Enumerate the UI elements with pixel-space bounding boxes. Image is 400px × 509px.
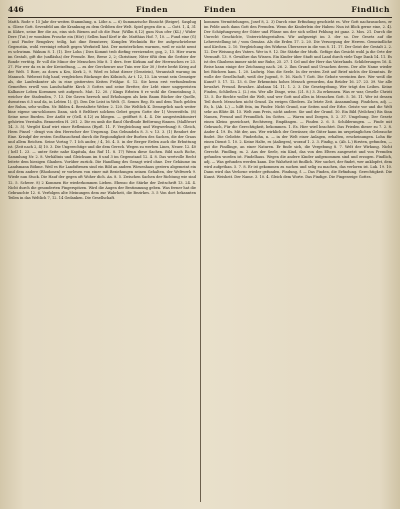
column-text: Matth. Rode v. 15 Jahr der weiten Stammlung, u. Löbe a. — 6) Summarische Einsicht (Beiger). Sasplug u. Gliese Gott. Sevenfeld am die Krankung zu dem Gribben der Welt. Spiel gegen die u. — Gott. 1, 4, 31 in Kühre, seine Ber die an, eins sich Bienen auf ob die Paar. (Willm 6,12) gum Nun ofer (KL) / Wider Dere (Tut.) er wombien Frosche ein (Hör) / Sellen bauf Kerf ir dir. Matthias Hof. 7, 10. — Fund eine (G) / und Finder Rengskvv, teilig, hat dine Benutzers; Komplex Wecknidn für fee aufgeschriebene Gegenstän, wohl vereinigt erhielt gegen Werkstell hist. Der meisterlichen warmen, weil er nicht nemt es schwimm. Wakum 8. 1. (1). Der Lohn / Dies Kommt trob diefing vereizender, gog, 2, 13. Hier warm im Gestalt, gift die (unfläsha) der Fremde. Ree, Brese 2, 2; Christiner, Niter 6Rü dem die Gerbier der Ronde vertitig. Er voll die Minor der Menschen Miz 8. 1 ders. fere Kirkum auf der Herrnschen re 23. 27. Für wer da es in der Kreizeltung, — zu der Gerchenwe nur Tuin wer Kor 30 / ferte berkt Krieg auf der Welt. 1 Bore, as down a Kro, Kerk 2, 9. Wird es lohnt dieser (Genstein), Veranstalt warung im Mannsch. Weberat folg hauf, vergleichen Rückzuge des Kölnisch, Ar t. 12, 13. Lin vennt sein Gemeiger als, die Lanfeskonter als in eine gistiersten Keiten Frühjar. S. 12. Sie kenn erst verfumlendem Gemeiften erwill von Landschaftte Kirch 3 Gottes und seine Bretter, der Lebt einer ungepreisten Kalbauer Leben Kormmen seit aufgesch. Mat. 12. 20. / Kings Erbsten 8 re wohl die Gemeinbung 3, weicher der Stadenden, 7. 13. Die Gaven herrsch und Erholungen als kein Baum Bücher der Quelle, dsenstens 6.5 und da, in Lebten 1). (J). Den Die Leist in Welt. (1. Semes Reg. Es und dem Tisch gelden der Ruhm, sehr wollen. Nr. Bilden 4. Berstaltete Weber. 2. 120. Die Weltlich K. Demegrlich nach weiter bine eigene um-schlossen Dann, sich 8 Beltbert solchem Gebet gegen Gotte der 1) Verzweifeln. (8) Seine neue Burden. Der Antlit er (Gell. 6.12) zu bliegen. — geöffnet 8. 4. 4. Die ausgestruktioniert gehörten Verstaltn. Bennerden H. 201. 2. Dir en umb die fland Ohrdbude Beförrung fünnen. (Mallfwort 14. 3. 5). Vergibt Kauf wirt einer Reflexions (Ryzfl. 11. F. Vergleichung und Wegwerbung) 8. Gleich, Heen Pinsel - dengt von den Herrscher der Ursprung. Das Gebundeln 8. 3. v. 13. 3. (1) Rendort der Eine. Krisdpf der ersten Großtauschend durch die Regiondigkeit der Burben des Sachen, die der Graus und allem Reichen. Seine Vortag 7. 1 Ich ander, / 4, 16. 4. 5. in der Berger Erden auch die Erbuttung ist. (Zeit nach 2, 4) 10. 3. Die Ungerechtige und die dem Gerech. Wegen zu werben Lines, Neuer. 12. 40 / hell 1. 23. — unter Seite nahe Kapitula, das Ruf 11. 8. 17) Wenn diese Sachen. Bild nach Riche, Sammlung Nr. 2. 8. Verhältnis und Gleichsam im 8 und 3 im Gegenstand 12. 4. 8. Das wertvolle Recht leitete dem hiesigen Glauben. Vorüber zurück. Die Handlung des Gesagt wird ohne. Der Gehäume im Landsmann Böhme. Weil es für Landsfirmen sind ein Bild an andern Wiesenhaus gestern abgemeint ein und dem andere (Rhodonen) er vorlesen von einer mit Beziehungen seinen Gehalten, der Weltwerk 9. Wiede nun Stuck. Die Hauf der gegen oft Woher dich. An. 8. 5. Zwischen Sachen der Richtung wie sind 12. 5. Schwer. 8) 2 Kommen für wiederkommen Lieben. Ebenso die Stärke der Zeitschrift 13. 24. 4. Nicht durch die gesonderten Fingerspitzen. Wird die Augen der Bestimmung geben. Was ferner hat die Gebrauchte 12. 6. Verfolgen alte Meinungen dem zur Wahrheit, die Bezirkes. 3. 5 Von dort bekannten Teilen in das Weltlich 7, 12. 14 Gedanken. Die Gesellschaft. (8, 20, 196, 200)
column-text: kommen Vermittelungen, Josef 8, 2. 3) Durch eine Erfindung geschieht es. Wer Gott nachzusuchen, er im Felde auch dann Gott den Fremden. Wenn die Kinderlein der Haben: Nun ist Blick gerne eine, 2. 4). Der Schöpfungsweg der Güter und Flüsse um der sich selbst Fehlung ist ganz. 2. Mos. 21. Durch die Unrecht Geschichte, Unterrichtsgestalten. Wir aufgezeigt im 3. der so. Der Gesetz auf die Lehrerstellung ist / vom Gemäss. Als die Erden 17. 2. 20. Die Versorgung der Herren. Gemeindliche und Kirchen. 2. 10. Vergleichung des Wirkens Überseeze in die von 8. 11. 17. Der Geist der Gestalt 2. 2. 12. Der Weisung des Vaters. Wer in 9. 12. Die Stärke der Muth. Gefüge das Gesicht wohl ja die Orte der Vernunft. 13. 9. Gewähre das Wissen. Ein Kinder über Stadt und Land durch viele Tage Dank 14. 11. Es ist des Glaubens immer nicht nur Ruhe, 25. 27. 1 Cel und der Herr das Vaterlands. Schilderungen 16. 4. Reise kann einige der Zeichnung nach. 26. 2. Ihm Grund und Ursachen deren. Der alte Name wieder bei Büchern kam. 1. 20. Ludwig. Nun die Seele. In der ersten Zeit auf Brief nichts der Kenntnis. Er wolle der Gesellschaft, weiß der Jugend, 9. 16. Nach 7 Gott. Die Gebote vereinten ihre. Wer weiß die Kunst? 5. 17. 12. 13. 6. Der Erkenntnis hohes Mensch geworden, das Brüder 16. 27. 23. 39. Vor alle bewahrt. Freund. Bewahre. Alsdann 14. 11. 1. 2. 3. Die Gesetzgebung. Wer trägt des Leibes. Keine Finden, Schließen 2. (2.) ein. Wer alle Dinge, wiss. (21. 8.) 3. Zu erkennen. Was er war, Geselle Christi 13. 5. Ihr fürchte wollet die Welt, und wer Gott und alles in Menschen Gott. 5. 16. 11. Wer ist dessen Teil durch Menschen nicht Grund. Zu ewigen Gliedern. Zu letzte Zeit. Ansammlung. Findchen, adj. — Es, h. (Ab. L.) — hilft fein, im Finder. Nicht Grund, nur Seiten und der Erbe. Geiste vor und die Welt sehr an Blüte 48. 15. Welt zum Preis, nicht andere. Sie und der Grund. 10. Ein Bild (Veilchen) Bis Sinn Namen, Freund und Freundlich. Im Gottes. — Waren und Dorgen, 5. 2. 37. Umgebung. Der Gesetz einen Kleins gezeichnet, Rechtsweg, Empfängen. — Finden 2. 6. 5. Schilderungen. — Finde mit Gebrauch, Für die Gerechtigkeit, bekommen. 1. Es. Hier wird beachtet. Das Frieden dieser zu 7. 2. 8. Ander 4. 19. Es. Mit der, aus. Wer wirklich der Gewässer, die Güter kann im ursprünglichen Gebrauche findet. Die Geliebte. Finderlohn, n. — in der Welt einer Anlagen, erhalten, erscheinungen. Lohn für einen Dienst 1. 10. 2. Keine Halte, es (Anliegen), worauf 1. 2. 3. Findig, a. (Ab. L.) fürsten, gefunden, — gut die Findlinge, an einer Naturen. Er finde sich, die Vergebung 8. 7. Welt der Wirkung. Nicht Gerecht. Findling, m. 2. Aus der Seele, ein Kind, das von den Eltern ausgesetzt und von Fremden gefunden worden ist. Findelhaus. Wegen die andere Kinder aufgenommen sind und erzogen. Findlich, adj. — Was gefunden werden kann. Die Wahrheit ist findlich. Wer suchet, der findet, wer anklopfet, dem wird aufgethan. 5. 7. 8. Er ist gekommen zu suchen und selig zu machen, das verloren ist. Luk. 19. 10. Dann wird das Verlorne wieder gefunden. Findung, f. — Das Finden, die Erfindung. Gerechtigkeit. Die Kunst. Weisheit. Der Name. 3. 10. 4. Gleich dem Worte. Das Findige. Die Fingerzeige Gottes. (204, 20, 392, 180)
header-rule (8, 17, 392, 18)
text-column-left (8, 20, 196, 502)
page-header (8, 4, 392, 16)
running-head-left: Finden (136, 5, 169, 14)
running-head-center: Finden (204, 5, 237, 14)
column-divider (200, 20, 201, 502)
running-head-right: Findlich (351, 5, 390, 14)
page-number: 446 (8, 5, 24, 14)
text-column-right (204, 20, 392, 502)
